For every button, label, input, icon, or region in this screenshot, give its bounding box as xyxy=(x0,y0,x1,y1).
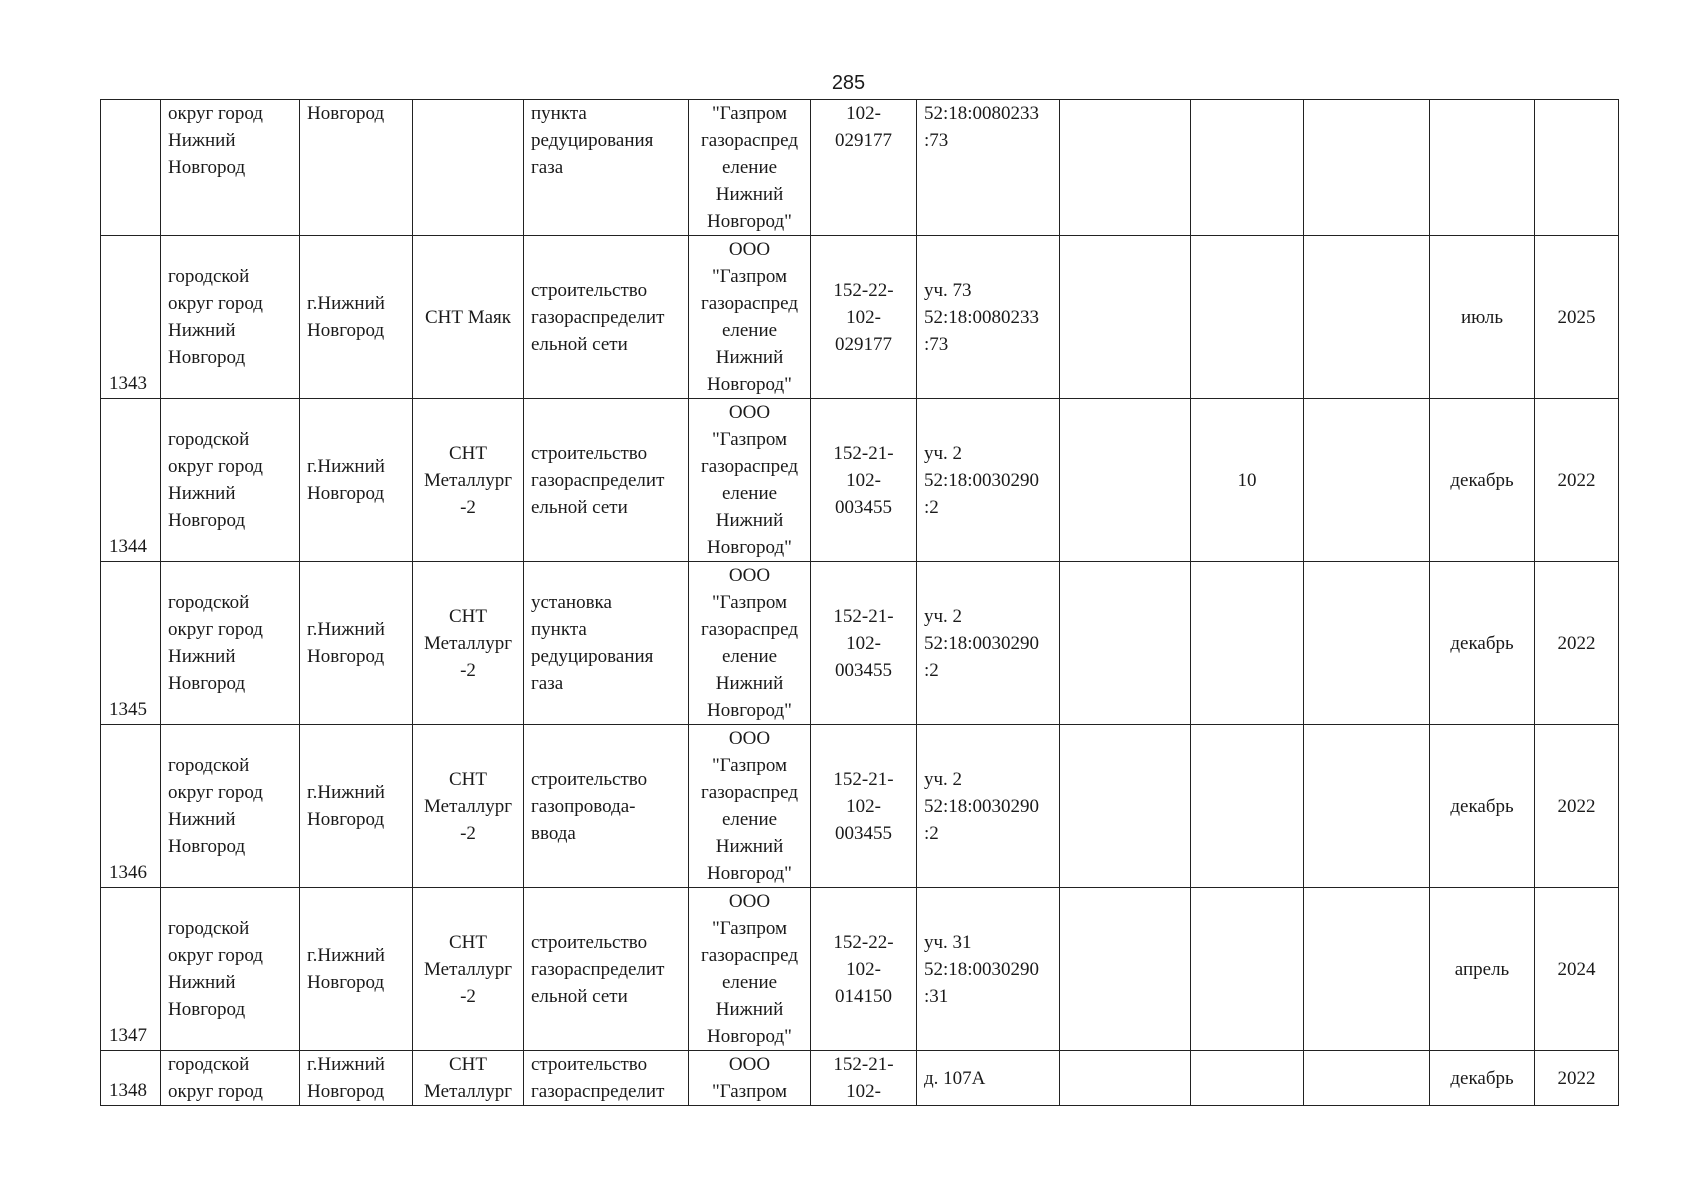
city-cell-text: г.Нижний Новгород xyxy=(307,945,385,993)
place-cell-text: СНТ Металлург xyxy=(424,1054,512,1102)
district-cell-text: округ город Нижний Новгород xyxy=(168,103,263,178)
work-type-cell xyxy=(524,100,689,236)
city-cell xyxy=(300,236,413,399)
organization-cell-text: ООО "Газпром газораспред еление Нижний Новгород" xyxy=(700,891,798,1047)
page-number: 285 xyxy=(831,72,866,94)
cadastral-plot-cell xyxy=(917,236,1060,399)
row-number-cell xyxy=(101,888,161,1051)
application-code-cell xyxy=(811,100,917,236)
organization-cell xyxy=(689,725,811,888)
row-number-cell xyxy=(101,1051,161,1106)
application-code-cell xyxy=(811,562,917,725)
extra-cell-2 xyxy=(1191,399,1304,562)
city-cell-text: г.Нижний Новгород xyxy=(307,619,385,667)
cadastral-plot-cell-text: 52:18:0080233 :73 xyxy=(924,103,1040,151)
row-number-cell-text: 1344 xyxy=(109,536,147,557)
organization-cell-text: ООО "Газпром газораспред еление Нижний Новгород" xyxy=(700,728,798,884)
month-cell-text: июль xyxy=(1460,306,1504,328)
extra-cell-1 xyxy=(1060,236,1191,399)
city-cell xyxy=(300,562,413,725)
organization-cell-text: "Газпром газораспред еление Нижний Новгород" xyxy=(700,103,798,232)
district-cell xyxy=(161,562,300,725)
month-cell xyxy=(1430,725,1535,888)
cadastral-plot-cell xyxy=(917,399,1060,562)
place-cell xyxy=(413,725,524,888)
application-code-cell-text: 102- 029177 xyxy=(835,103,892,151)
city-cell-text: Новгород xyxy=(307,103,385,124)
extra-cell-3 xyxy=(1304,236,1430,399)
application-code-cell-text: 152-21- 102- xyxy=(833,1054,894,1102)
year-cell xyxy=(1535,399,1619,562)
row-number-cell-text: 1347 xyxy=(109,1025,147,1046)
extra-cell-1 xyxy=(1060,399,1191,562)
district-cell xyxy=(161,725,300,888)
table-row xyxy=(101,725,1619,888)
row-number-cell-text: 1348 xyxy=(109,1080,147,1101)
application-code-cell-text: 152-21- 102- 003455 xyxy=(833,442,894,518)
organization-cell xyxy=(689,888,811,1051)
organization-cell xyxy=(689,1051,811,1106)
city-cell xyxy=(300,888,413,1051)
city-cell-text: г.Нижний Новгород xyxy=(307,782,385,830)
district-cell xyxy=(161,888,300,1051)
cadastral-plot-cell-text: уч. 2 52:18:0030290 :2 xyxy=(924,442,1040,518)
application-code-cell xyxy=(811,888,917,1051)
place-cell-text: СНТ Маяк xyxy=(424,306,512,328)
cadastral-plot-cell xyxy=(917,888,1060,1051)
place-cell xyxy=(413,1051,524,1106)
cadastral-plot-cell-text: уч. 2 52:18:0030290 :2 xyxy=(924,768,1040,844)
application-code-cell xyxy=(811,399,917,562)
row-number-cell xyxy=(101,100,161,236)
application-code-cell xyxy=(811,725,917,888)
work-type-cell xyxy=(524,562,689,725)
cadastral-plot-cell-text: уч. 31 52:18:0030290 :31 xyxy=(924,931,1040,1007)
row-number-cell xyxy=(101,236,161,399)
place-cell xyxy=(413,236,524,399)
month-cell xyxy=(1430,1051,1535,1106)
place-cell xyxy=(413,888,524,1051)
work-type-cell-text: установка пункта редуцирования газа xyxy=(531,592,654,694)
organization-cell xyxy=(689,100,811,236)
extra-cell-2 xyxy=(1191,1051,1304,1106)
year-cell-text: 2022 xyxy=(1557,1067,1596,1089)
row-number-cell xyxy=(101,725,161,888)
place-cell-text: СНТ Металлург -2 xyxy=(424,768,512,844)
extra-cell-3 xyxy=(1304,100,1430,236)
month-cell-text: декабрь xyxy=(1450,1067,1514,1089)
place-cell xyxy=(413,562,524,725)
work-type-cell-text: строительство газораспределит ельной сети xyxy=(531,931,665,1007)
district-cell-text: городской округ город Нижний Новгород xyxy=(168,429,263,531)
district-cell-text: городской округ город xyxy=(168,1054,263,1102)
city-cell-text: г.Нижний Новгород xyxy=(307,1054,385,1102)
application-code-cell-text: 152-22- 102- 014150 xyxy=(833,931,894,1007)
month-cell-text: декабрь xyxy=(1450,632,1514,654)
extra-cell-3 xyxy=(1304,399,1430,562)
table-row xyxy=(101,236,1619,399)
cadastral-plot-cell-text: д. 107А xyxy=(924,1067,986,1089)
table-row xyxy=(101,100,1619,236)
month-cell xyxy=(1430,562,1535,725)
extra-cell-2-text: 10 xyxy=(1237,469,1257,491)
cadastral-plot-cell xyxy=(917,1051,1060,1106)
district-cell-text: городской округ город Нижний Новгород xyxy=(168,266,263,368)
application-code-cell-text: 152-21- 102- 003455 xyxy=(833,605,894,681)
year-cell xyxy=(1535,100,1619,236)
application-code-cell xyxy=(811,236,917,399)
year-cell-text: 2022 xyxy=(1557,795,1596,817)
work-type-cell-text: пункта редуцирования газа xyxy=(531,103,654,178)
cadastral-plot-cell-text: уч. 2 52:18:0030290 :2 xyxy=(924,605,1040,681)
district-cell xyxy=(161,100,300,236)
year-cell xyxy=(1535,236,1619,399)
year-cell xyxy=(1535,1051,1619,1106)
extra-cell-2 xyxy=(1191,888,1304,1051)
year-cell-text: 2025 xyxy=(1557,306,1596,328)
organization-cell-text: ООО "Газпром газораспред еление Нижний Новгород" xyxy=(700,239,798,395)
extra-cell-3 xyxy=(1304,562,1430,725)
organization-cell xyxy=(689,236,811,399)
year-cell xyxy=(1535,725,1619,888)
month-cell-text: декабрь xyxy=(1450,795,1514,817)
table-row xyxy=(101,399,1619,562)
district-cell-text: городской округ город Нижний Новгород xyxy=(168,918,263,1020)
city-cell-text: г.Нижний Новгород xyxy=(307,456,385,504)
extra-cell-2 xyxy=(1191,562,1304,725)
row-number-cell xyxy=(101,399,161,562)
work-type-cell-text: строительство газораспределит xyxy=(531,1054,665,1102)
year-cell-text: 2022 xyxy=(1557,632,1596,654)
place-cell-text: СНТ Металлург -2 xyxy=(424,931,512,1007)
year-cell xyxy=(1535,562,1619,725)
organization-cell-text: ООО "Газпром xyxy=(711,1054,788,1102)
organization-cell xyxy=(689,562,811,725)
application-code-cell xyxy=(811,1051,917,1106)
city-cell xyxy=(300,1051,413,1106)
extra-cell-3 xyxy=(1304,725,1430,888)
extra-cell-3 xyxy=(1304,1051,1430,1106)
extra-cell-2 xyxy=(1191,236,1304,399)
extra-cell-2 xyxy=(1191,100,1304,236)
year-cell-text: 2022 xyxy=(1557,469,1596,491)
place-cell-text: СНТ Металлург -2 xyxy=(424,442,512,518)
district-cell xyxy=(161,399,300,562)
year-cell xyxy=(1535,888,1619,1051)
district-cell-text: городской округ город Нижний Новгород xyxy=(168,592,263,694)
district-cell xyxy=(161,236,300,399)
work-type-cell-text: строительство газопровода- ввода xyxy=(531,768,648,844)
place-cell-text: СНТ Металлург -2 xyxy=(424,605,512,681)
month-cell xyxy=(1430,100,1535,236)
organization-cell-text: ООО "Газпром газораспред еление Нижний Новгород" xyxy=(700,565,798,721)
work-type-cell xyxy=(524,236,689,399)
table-row xyxy=(101,1051,1619,1106)
month-cell xyxy=(1430,236,1535,399)
cadastral-plot-cell xyxy=(917,725,1060,888)
city-cell-text: г.Нижний Новгород xyxy=(307,293,385,341)
place-cell xyxy=(413,100,524,236)
city-cell xyxy=(300,399,413,562)
data-table xyxy=(100,99,1619,1106)
row-number-cell-text: 1343 xyxy=(109,373,147,394)
city-cell xyxy=(300,100,413,236)
extra-cell-1 xyxy=(1060,562,1191,725)
district-cell xyxy=(161,1051,300,1106)
extra-cell-1 xyxy=(1060,1051,1191,1106)
month-cell-text: апрель xyxy=(1454,958,1510,980)
cadastral-plot-cell-text: уч. 73 52:18:0080233 :73 xyxy=(924,279,1040,355)
extra-cell-1 xyxy=(1060,725,1191,888)
extra-cell-2 xyxy=(1191,725,1304,888)
application-code-cell-text: 152-21- 102- 003455 xyxy=(833,768,894,844)
cadastral-plot-cell xyxy=(917,562,1060,725)
application-code-cell-text: 152-22- 102- 029177 xyxy=(833,279,894,355)
month-cell xyxy=(1430,399,1535,562)
work-type-cell xyxy=(524,725,689,888)
cadastral-plot-cell xyxy=(917,100,1060,236)
row-number-cell-text: 1346 xyxy=(109,862,147,883)
extra-cell-3 xyxy=(1304,888,1430,1051)
organization-cell xyxy=(689,399,811,562)
work-type-cell-text: строительство газораспределит ельной сети xyxy=(531,442,665,518)
work-type-cell xyxy=(524,399,689,562)
organization-cell-text: ООО "Газпром газораспред еление Нижний Новгород" xyxy=(700,402,798,558)
place-cell xyxy=(413,399,524,562)
row-number-cell-text: 1345 xyxy=(109,699,147,720)
table-row xyxy=(101,562,1619,725)
district-cell-text: городской округ город Нижний Новгород xyxy=(168,755,263,857)
work-type-cell xyxy=(524,1051,689,1106)
city-cell xyxy=(300,725,413,888)
extra-cell-1 xyxy=(1060,888,1191,1051)
month-cell xyxy=(1430,888,1535,1051)
month-cell-text: декабрь xyxy=(1450,469,1514,491)
work-type-cell-text: строительство газораспределит ельной сети xyxy=(531,279,665,355)
extra-cell-1 xyxy=(1060,100,1191,236)
table-row xyxy=(101,888,1619,1051)
year-cell-text: 2024 xyxy=(1557,958,1596,980)
work-type-cell xyxy=(524,888,689,1051)
row-number-cell xyxy=(101,562,161,725)
